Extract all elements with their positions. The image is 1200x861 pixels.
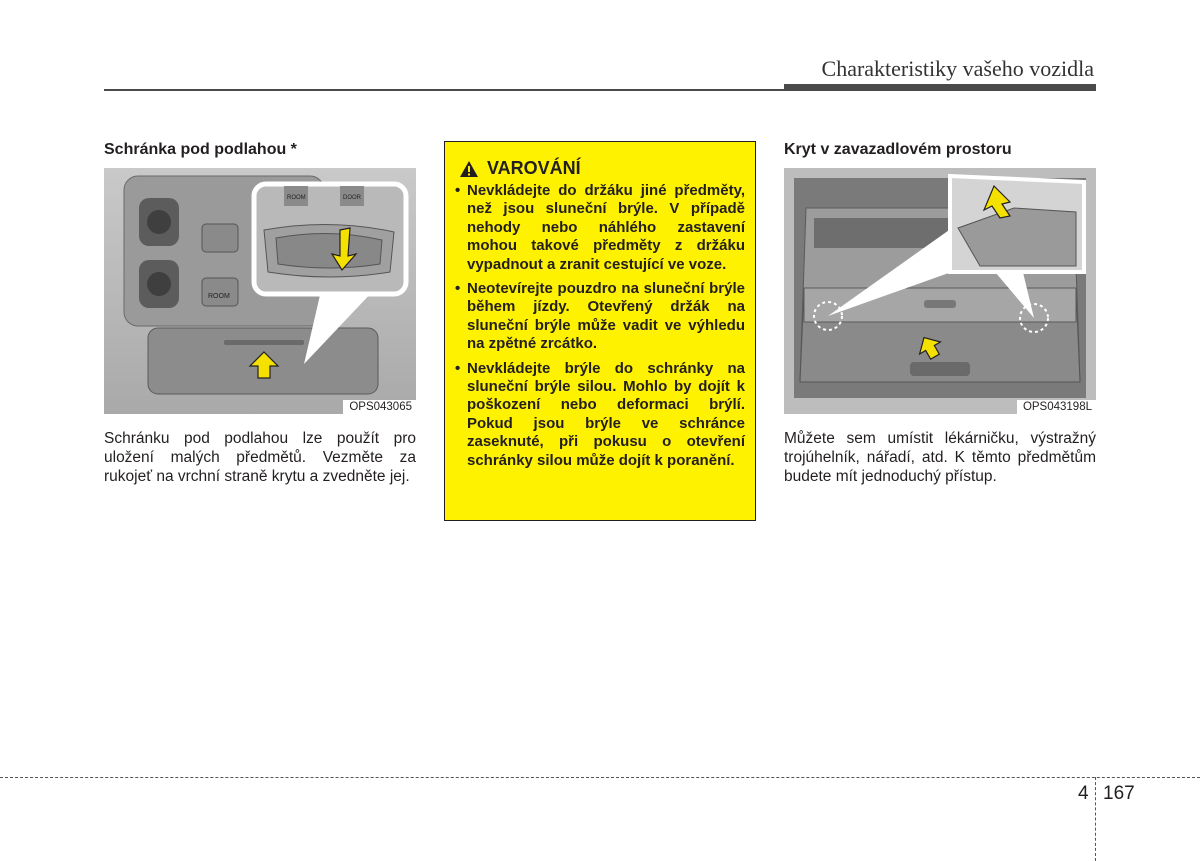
footer-divider xyxy=(1095,777,1096,861)
figure-code-left: OPS043065 xyxy=(343,400,416,414)
figure-code-right: OPS043198L xyxy=(1017,400,1096,414)
warning-heading xyxy=(459,158,581,179)
header-rule xyxy=(104,89,784,91)
header-rule-thick xyxy=(784,84,1096,91)
floor-box-description: Schránku pod podlahou lze použít pro uložení malých předmětů. Vezměte za rukojeť na vrchní straně krytu a zvedněte jej. xyxy=(104,430,416,486)
page-number: 167 xyxy=(1103,783,1135,804)
door-label: DOOR xyxy=(343,195,361,201)
section-heading-floor-box: Schránka pod podlahou * xyxy=(104,141,297,158)
footer-rule xyxy=(0,777,1200,778)
chapter-title: Charakteristiky vašeho vozidla xyxy=(821,56,1094,81)
warning-title: VAROVÁNÍ xyxy=(487,158,581,178)
room-label-1: ROOM xyxy=(208,293,230,300)
warning-box xyxy=(444,141,756,521)
warning-item: • Neotevírejte pouzdro na sluneční brýle během jízdy. Otevřený držák na sluneční brýle může vadit ve výhledu na zpětné zrcátko. xyxy=(455,280,745,354)
cargo-area-illustration xyxy=(784,168,1096,414)
warning-triangle-icon xyxy=(459,160,479,178)
chapter-number: 4 xyxy=(1078,783,1089,804)
floor-box-drawing xyxy=(104,168,416,414)
room-label-2: ROOM xyxy=(287,195,306,201)
warning-item: • Nevkládejte do držáku jiné předměty, než jsou sluneční brýle. V případě nehody nebo náhlého zastavení mohou takové předměty z držáku vypadnout a zranit cestující ve voze. xyxy=(455,182,745,274)
section-heading-cargo-cover: Kryt v zavazadlovém prostoru xyxy=(784,141,1012,158)
cargo-cover-description: Můžete sem umístit lékárničku, výstražný trojúhelník, nářadí, atd. K těmto předmětům budete mít jednoduchý přístup. xyxy=(784,430,1096,486)
warning-item: • Nevkládejte brýle do schránky na sluneční brýle silou. Mohlo by dojít k poškození nebo deformaci brýlí. Pokud jsou brýle ve schránce zaseknuté, při pokusu o otevření schránky silou může dojít k poranění. xyxy=(455,360,745,470)
warning-list xyxy=(455,182,745,476)
floor-box-illustration xyxy=(104,168,416,414)
cargo-area-drawing xyxy=(784,168,1096,414)
